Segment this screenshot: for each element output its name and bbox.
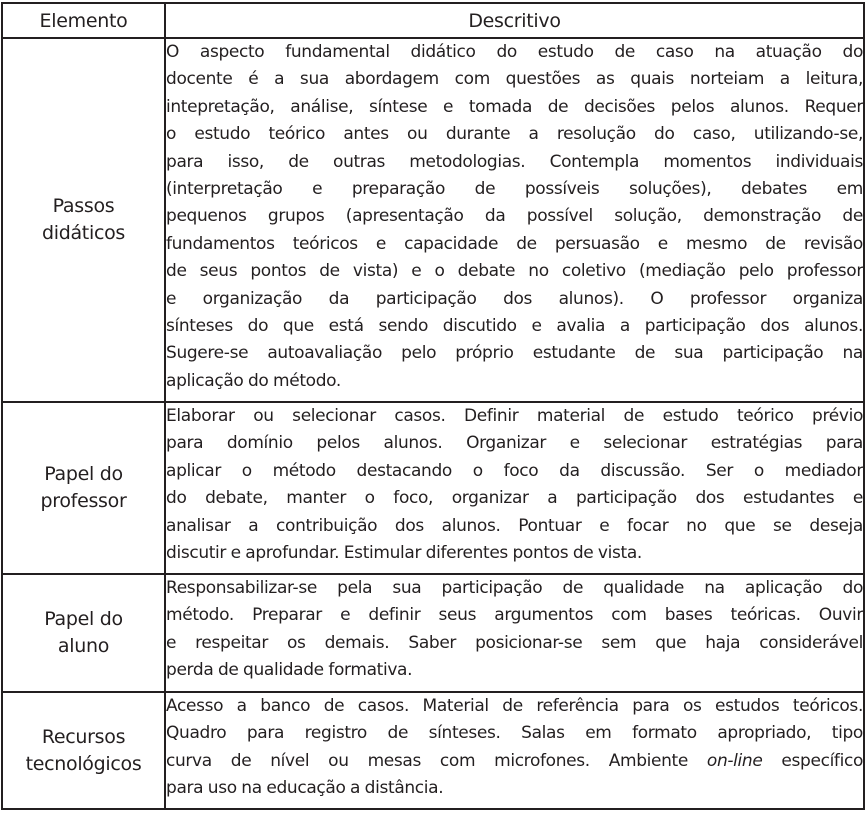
description-cell — [165, 574, 864, 692]
description-line: para uso na educação a distância. — [166, 778, 444, 799]
description-line: método. Preparar e definir seus argumentos com bases teóricas. Ouvir — [166, 605, 863, 626]
description-cell — [165, 38, 864, 402]
header-description: Descritivo — [165, 3, 864, 38]
element-cell — [2, 574, 165, 692]
element-label-line: tecnológicos — [25, 752, 142, 775]
element-label-line: Passos — [52, 195, 115, 217]
description-line: e organização da participação dos alunos). O professor organiza — [166, 288, 863, 309]
description-line: para isso, de outras metodologias. Contempla momentos individuais — [166, 151, 863, 172]
description-italic-term: on-line — [706, 750, 763, 771]
methodology-table — [1, 2, 865, 810]
description-line: Responsabilizar-se pela sua participação de qualidade na aplicação do — [166, 578, 863, 598]
description-line: e respeitar os demais. Saber posicionar-se sem que haja considerável — [166, 632, 863, 653]
table-row — [2, 692, 864, 809]
description-line: Elaborar ou selecionar casos. Definir material de estudo teórico prévio — [166, 406, 863, 426]
description-line: do debate, manter o foco, organizar a participação dos estudantes e — [166, 488, 863, 509]
element-cell — [2, 402, 165, 574]
description-line: de seus pontos de vista) e o debate no coletivo (mediação pelo professor — [166, 261, 863, 282]
description-line: aplicar o método destacando o foco da discussão. Ser o mediador — [166, 460, 863, 481]
table-row — [2, 38, 864, 402]
description-cell — [165, 402, 864, 574]
table-row — [2, 574, 864, 692]
element-cell — [2, 38, 165, 402]
description-line-head: curva de nível ou mesas com microfones. Ambiente — [166, 750, 707, 771]
description-line-mixed — [166, 748, 863, 775]
element-label-line: professor — [40, 490, 127, 512]
header-element: Elemento — [2, 3, 165, 38]
element-label-line: Recursos — [41, 725, 126, 748]
description-line: sínteses do que está sendo discutido e avalia a participação dos alunos. — [166, 316, 863, 337]
description-line: Acesso a banco de casos. Material de referência para os estudos teóricos. — [166, 696, 863, 716]
description-line: analisar a contribuição dos alunos. Pontuar e focar no que se deseja — [166, 515, 863, 536]
description-line: O aspecto fundamental didático do estudo de caso na atuação do — [166, 42, 863, 62]
description-line: aplicação do método. — [166, 370, 341, 391]
description-line: para domínio pelos alunos. Organizar e selecionar estratégias para — [166, 433, 863, 454]
description-line: discutir e aprofundar. Estimular diferentes pontos de vista. — [166, 543, 642, 564]
description-line: pequenos grupos (apresentação da possível solução, demonstração de — [166, 206, 863, 227]
description-line: o estudo teórico antes ou durante a resolução do caso, utilizando-se, — [166, 124, 863, 145]
description-line: perda de qualidade formativa. — [166, 660, 413, 681]
description-line: intepretação, análise, síntese e tomada de decisões pelos alunos. Requer — [166, 96, 863, 117]
element-cell — [2, 692, 165, 809]
element-label-line: aluno — [57, 635, 110, 657]
description-line: fundamentos teóricos e capacidade de persuasão e mesmo de revisão — [166, 233, 863, 254]
description-line: (interpretação e preparação de possíveis soluções), debates em — [166, 179, 863, 200]
description-line-tail: específico — [762, 750, 863, 771]
description-cell — [165, 692, 864, 809]
table-row — [2, 402, 864, 574]
description-line: Sugere-se autoavaliação pelo próprio estudante de sua participação na — [166, 343, 863, 364]
description-line: docente é a sua abordagem com questões as quais norteiam a leitura, — [166, 69, 863, 90]
description-line: Quadro para registro de sínteses. Salas em formato apropriado, tipo — [166, 723, 863, 744]
table-header-row — [2, 3, 864, 38]
element-label-line: didáticos — [41, 222, 126, 244]
element-label-line: Papel do — [44, 608, 123, 630]
element-label-line: Papel do — [44, 463, 123, 485]
